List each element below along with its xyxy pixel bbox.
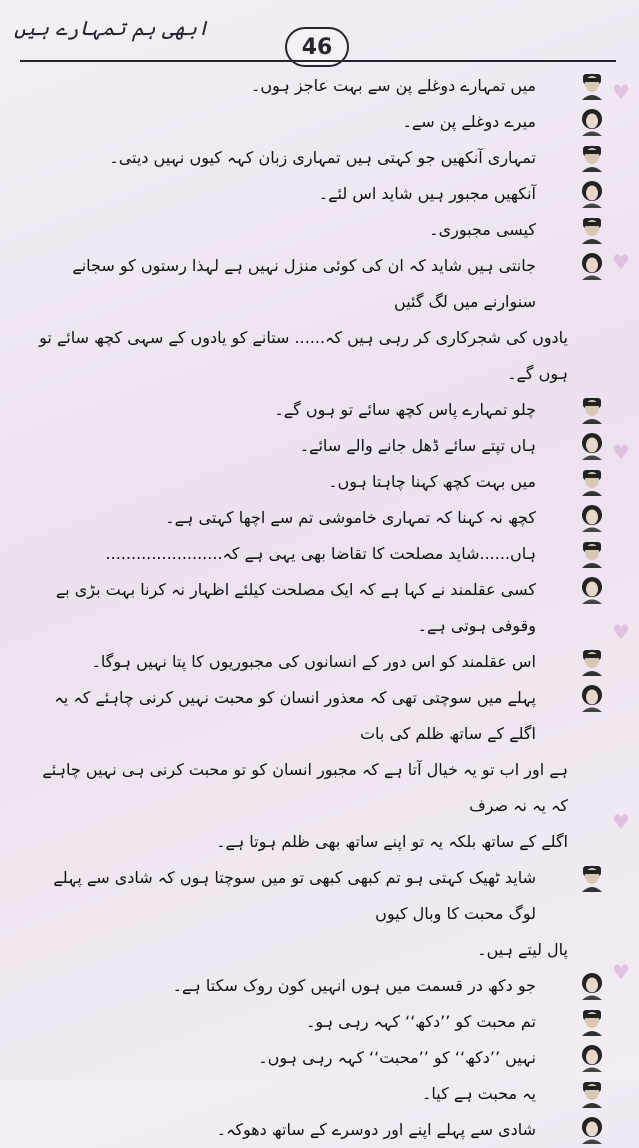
heart-decoration-icon: ♥ bbox=[612, 250, 630, 274]
dialogue-text: جو دکھ در قسمت میں ہوں انہیں کون روک سکتا ہے۔ bbox=[172, 976, 536, 995]
dialogue-line bbox=[30, 1040, 580, 1076]
dialogue-text: پہلے میں سوچتی تھی کہ معذور انسان کو محبت نہیں کرنی چاہئے کہ یہ اگلے کے ساتھ ظلم کی بات bbox=[54, 688, 536, 743]
man-speaker-icon bbox=[578, 468, 606, 496]
dialogue-line bbox=[30, 212, 580, 248]
woman-speaker-icon bbox=[578, 252, 606, 280]
dialogue-text: ہاں......شاید مصلحت کا تقاضا بھی یہی ہے کہ....................... bbox=[105, 544, 536, 563]
dialogue-line bbox=[30, 860, 580, 932]
dialogue-line bbox=[30, 572, 580, 644]
heart-decoration-icon: ♥ bbox=[612, 810, 630, 834]
dialogue-text: چلو تمہارے پاس کچھ سائے تو ہوں گے۔ bbox=[274, 400, 536, 419]
page-header bbox=[0, 0, 639, 62]
woman-speaker-icon bbox=[578, 1116, 606, 1144]
man-speaker-icon bbox=[578, 648, 606, 676]
woman-speaker-icon bbox=[578, 432, 606, 460]
dialogue-line bbox=[30, 248, 580, 320]
dialogue-line bbox=[30, 392, 580, 428]
heart-decoration-icon: ♥ bbox=[612, 620, 630, 644]
dialogue-line bbox=[30, 752, 580, 824]
dialogue-text: کچھ نہ کہنا کہ تمہاری خاموشی تم سے اچھا کہتی ہے۔ bbox=[165, 508, 536, 527]
dialogue-text: میں بہت کچھ کہنا چاہتا ہوں۔ bbox=[328, 472, 536, 491]
woman-speaker-icon bbox=[578, 108, 606, 136]
page-number: 46 bbox=[285, 27, 349, 67]
dialogue-line bbox=[30, 932, 580, 968]
dialogue-text: ہے اور اب تو یہ خیال آتا ہے کہ مجبور انسان کو تو محبت کرنی ہی نہیں چاہئے کہ یہ نہ صرف bbox=[42, 760, 568, 815]
dialogue-line bbox=[30, 968, 580, 1004]
dialogue-line bbox=[30, 1112, 580, 1148]
dialogue-list bbox=[30, 68, 580, 1148]
heart-decoration-icon: ♥ bbox=[612, 80, 630, 104]
dialogue-text: اگلے کے ساتھ بلکہ یہ تو اپنے ساتھ بھی ظلم ہوتا ہے۔ bbox=[216, 832, 568, 851]
man-speaker-icon bbox=[578, 864, 606, 892]
book-title: ابھی ہم تمہارے ہیں bbox=[14, 16, 209, 40]
dialogue-line bbox=[30, 500, 580, 536]
dialogue-text: میرے دوغلے پن سے۔ bbox=[402, 112, 536, 131]
dialogue-line bbox=[30, 536, 580, 572]
dialogue-text: شادی سے پہلے اپنے اور دوسرے کے ساتھ دھوکہ۔ bbox=[216, 1120, 536, 1139]
header-divider bbox=[20, 60, 616, 62]
dialogue-text: نہیں ’’دکھ‘‘ کو ’’محبت‘‘ کہہ رہی ہوں۔ bbox=[258, 1048, 536, 1067]
dialogue-text: میں تمہارے دوغلے پن سے بہت عاجز ہوں۔ bbox=[251, 76, 536, 95]
woman-speaker-icon bbox=[578, 504, 606, 532]
dialogue-text: پال لیتے ہیں۔ bbox=[477, 940, 568, 959]
dialogue-text: کیسی مجبوری۔ bbox=[429, 220, 536, 239]
heart-decoration-icon: ♥ bbox=[612, 440, 630, 464]
man-speaker-icon bbox=[578, 72, 606, 100]
dialogue-text: شاید ٹھیک کہتی ہو تم کبھی کبھی تو میں سوچتا ہوں کہ شادی سے پہلے لوگ محبت کا وبال کیوں bbox=[53, 868, 536, 923]
dialogue-line bbox=[30, 104, 580, 140]
dialogue-line bbox=[30, 176, 580, 212]
man-speaker-icon bbox=[578, 1080, 606, 1108]
dialogue-text: اس عقلمند کو اس دور کے انسانوں کی مجبوریوں کا پتا نہیں ہوگا۔ bbox=[91, 652, 536, 671]
dialogue-text: آنکھیں مجبور ہیں شاید اس لئے۔ bbox=[318, 184, 536, 203]
dialogue-text: یادوں کی شجرکاری کر رہی ہیں کہ...... ستانے کو یادوں کے سہی کچھ سائے تو ہوں گے۔ bbox=[39, 328, 568, 383]
man-speaker-icon bbox=[578, 144, 606, 172]
man-speaker-icon bbox=[578, 1008, 606, 1036]
man-speaker-icon bbox=[578, 396, 606, 424]
dialogue-line bbox=[30, 428, 580, 464]
dialogue-line bbox=[30, 140, 580, 176]
dialogue-text: یہ محبت ہے کیا۔ bbox=[422, 1084, 536, 1103]
dialogue-text: تم محبت کو ’’دکھ‘‘ کہہ رہی ہو۔ bbox=[306, 1012, 536, 1031]
woman-speaker-icon bbox=[578, 684, 606, 712]
dialogue-text: ہاں تپتے سائے ڈھل جانے والے سائے۔ bbox=[299, 436, 536, 455]
dialogue-line bbox=[30, 464, 580, 500]
heart-decoration-icon: ♥ bbox=[612, 960, 630, 984]
dialogue-line bbox=[30, 644, 580, 680]
dialogue-line bbox=[30, 1076, 580, 1112]
dialogue-line bbox=[30, 824, 580, 860]
woman-speaker-icon bbox=[578, 1044, 606, 1072]
dialogue-line bbox=[30, 680, 580, 752]
dialogue-text: تمہاری آنکھیں جو کہتی ہیں تمہاری زبان کہہ کیوں نہیں دیتی۔ bbox=[109, 148, 536, 167]
man-speaker-icon bbox=[578, 216, 606, 244]
woman-speaker-icon bbox=[578, 972, 606, 1000]
woman-speaker-icon bbox=[578, 576, 606, 604]
woman-speaker-icon bbox=[578, 180, 606, 208]
dialogue-line bbox=[30, 1004, 580, 1040]
dialogue-line bbox=[30, 68, 580, 104]
dialogue-text: جانتی ہیں شاید کہ ان کی کوئی منزل نہیں ہے لہذا رستوں کو سجانے سنوارنے میں لگ گئیں bbox=[72, 256, 536, 311]
dialogue-line bbox=[30, 320, 580, 392]
man-speaker-icon bbox=[578, 540, 606, 568]
dialogue-text: کسی عقلمند نے کہا ہے کہ ایک مصلحت کیلئے اظہار نہ کرنا بہت بڑی بے وقوفی ہوتی ہے۔ bbox=[55, 580, 536, 635]
